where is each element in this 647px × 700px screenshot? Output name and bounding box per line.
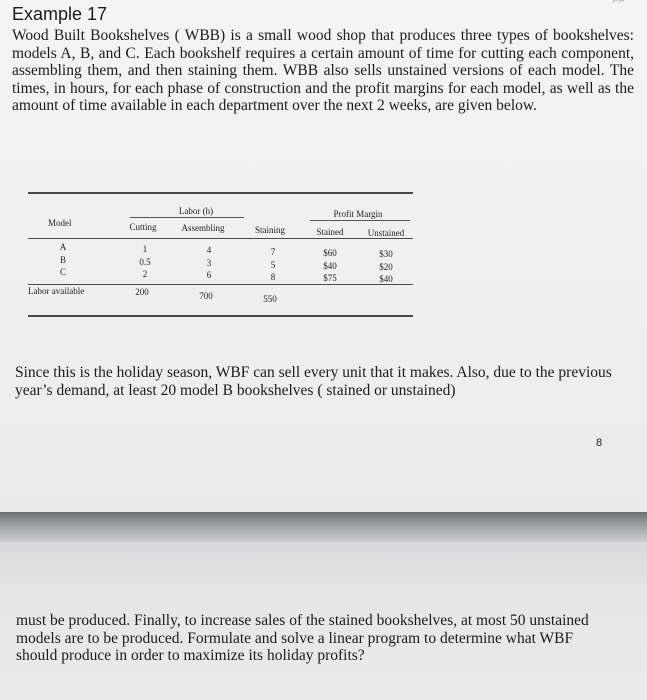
table-cell: A [59, 242, 67, 252]
body-rule [28, 284, 413, 285]
col-header-unstained: Unstained [367, 228, 405, 238]
corner-mark-icon: ⌐⌐ [612, 0, 626, 7]
col-header-stained: Stained [316, 227, 344, 237]
table-cell: 8 [270, 272, 276, 282]
table-cell: $20 [379, 261, 393, 272]
table-cell: 5 [270, 259, 276, 270]
assembling-column [207, 244, 212, 282]
table-cell: $75 [323, 273, 337, 283]
continued-paragraph: must be produced. Finally, to increase sales of the stained bookshelves, at most 50 unstained models are to be produced. Formulate and solve a linear program to determine what WBF should produce in order to maximize its holiday profits? [16, 612, 589, 664]
available-assembling: 700 [199, 291, 213, 301]
profit-group-header: Profit Margin [333, 209, 383, 219]
example-title: Example 17 [12, 4, 108, 24]
table-cell: 2 [142, 269, 148, 279]
table-top-rule [28, 192, 413, 194]
table-cell: 4 [206, 245, 212, 255]
labor-available-label: Labor available [28, 286, 85, 296]
page-break-shadow [0, 512, 647, 542]
table-cell: B [59, 254, 66, 265]
table-cell: 7 [270, 247, 276, 257]
profit-group-underline [310, 220, 410, 221]
available-cutting: 200 [135, 287, 149, 297]
model-column [60, 241, 67, 279]
table-cell: $40 [379, 274, 393, 284]
holiday-paragraph: Since this is the holiday season, WBF can sell every unit that it makes. Also, due to the previous year’s demand, at least 20 model B bookshelves ( stained or unstained) [15, 364, 612, 399]
stained-column [323, 247, 337, 285]
table-cell: $60 [323, 248, 337, 258]
labor-group-header: Labor (h) [178, 206, 214, 216]
table-cell: C [59, 267, 66, 277]
col-header-staining: Staining [254, 225, 286, 235]
table-bottom-rule [28, 315, 413, 317]
table-cell: $40 [323, 260, 337, 271]
table-cell: 0.5 [139, 256, 151, 267]
table-cell: 6 [206, 270, 212, 280]
labor-profit-table [28, 190, 413, 320]
cutting-column [139, 243, 150, 281]
col-header-cutting: Cutting [129, 222, 157, 232]
table-cell: $30 [379, 249, 393, 259]
page-number: 8 [596, 437, 603, 449]
table-cell: 3 [206, 257, 212, 268]
unstained-column [379, 248, 393, 286]
intro-paragraph: Wood Built Bookshelves ( WBB) is a small wood shop that produces three types of bookshelves: models A, B, and C. Each bookshelf requires a certain amount of time for cutting each component, assembling them, and then staining them. WBB also sells unstained versions of each model. The times, in hours, for each phase of construction and the profit margins for each model, as well as the amount of time available in each department over the next 2 weeks, are given below. [12, 27, 634, 114]
labor-group-underline [130, 217, 244, 218]
available-staining: 550 [263, 294, 277, 304]
header-rule [28, 238, 413, 239]
col-header-assembling: Assembling [181, 223, 225, 233]
col-header-model: Model [48, 218, 72, 228]
staining-column [271, 246, 276, 284]
table-cell: 1 [142, 244, 148, 254]
